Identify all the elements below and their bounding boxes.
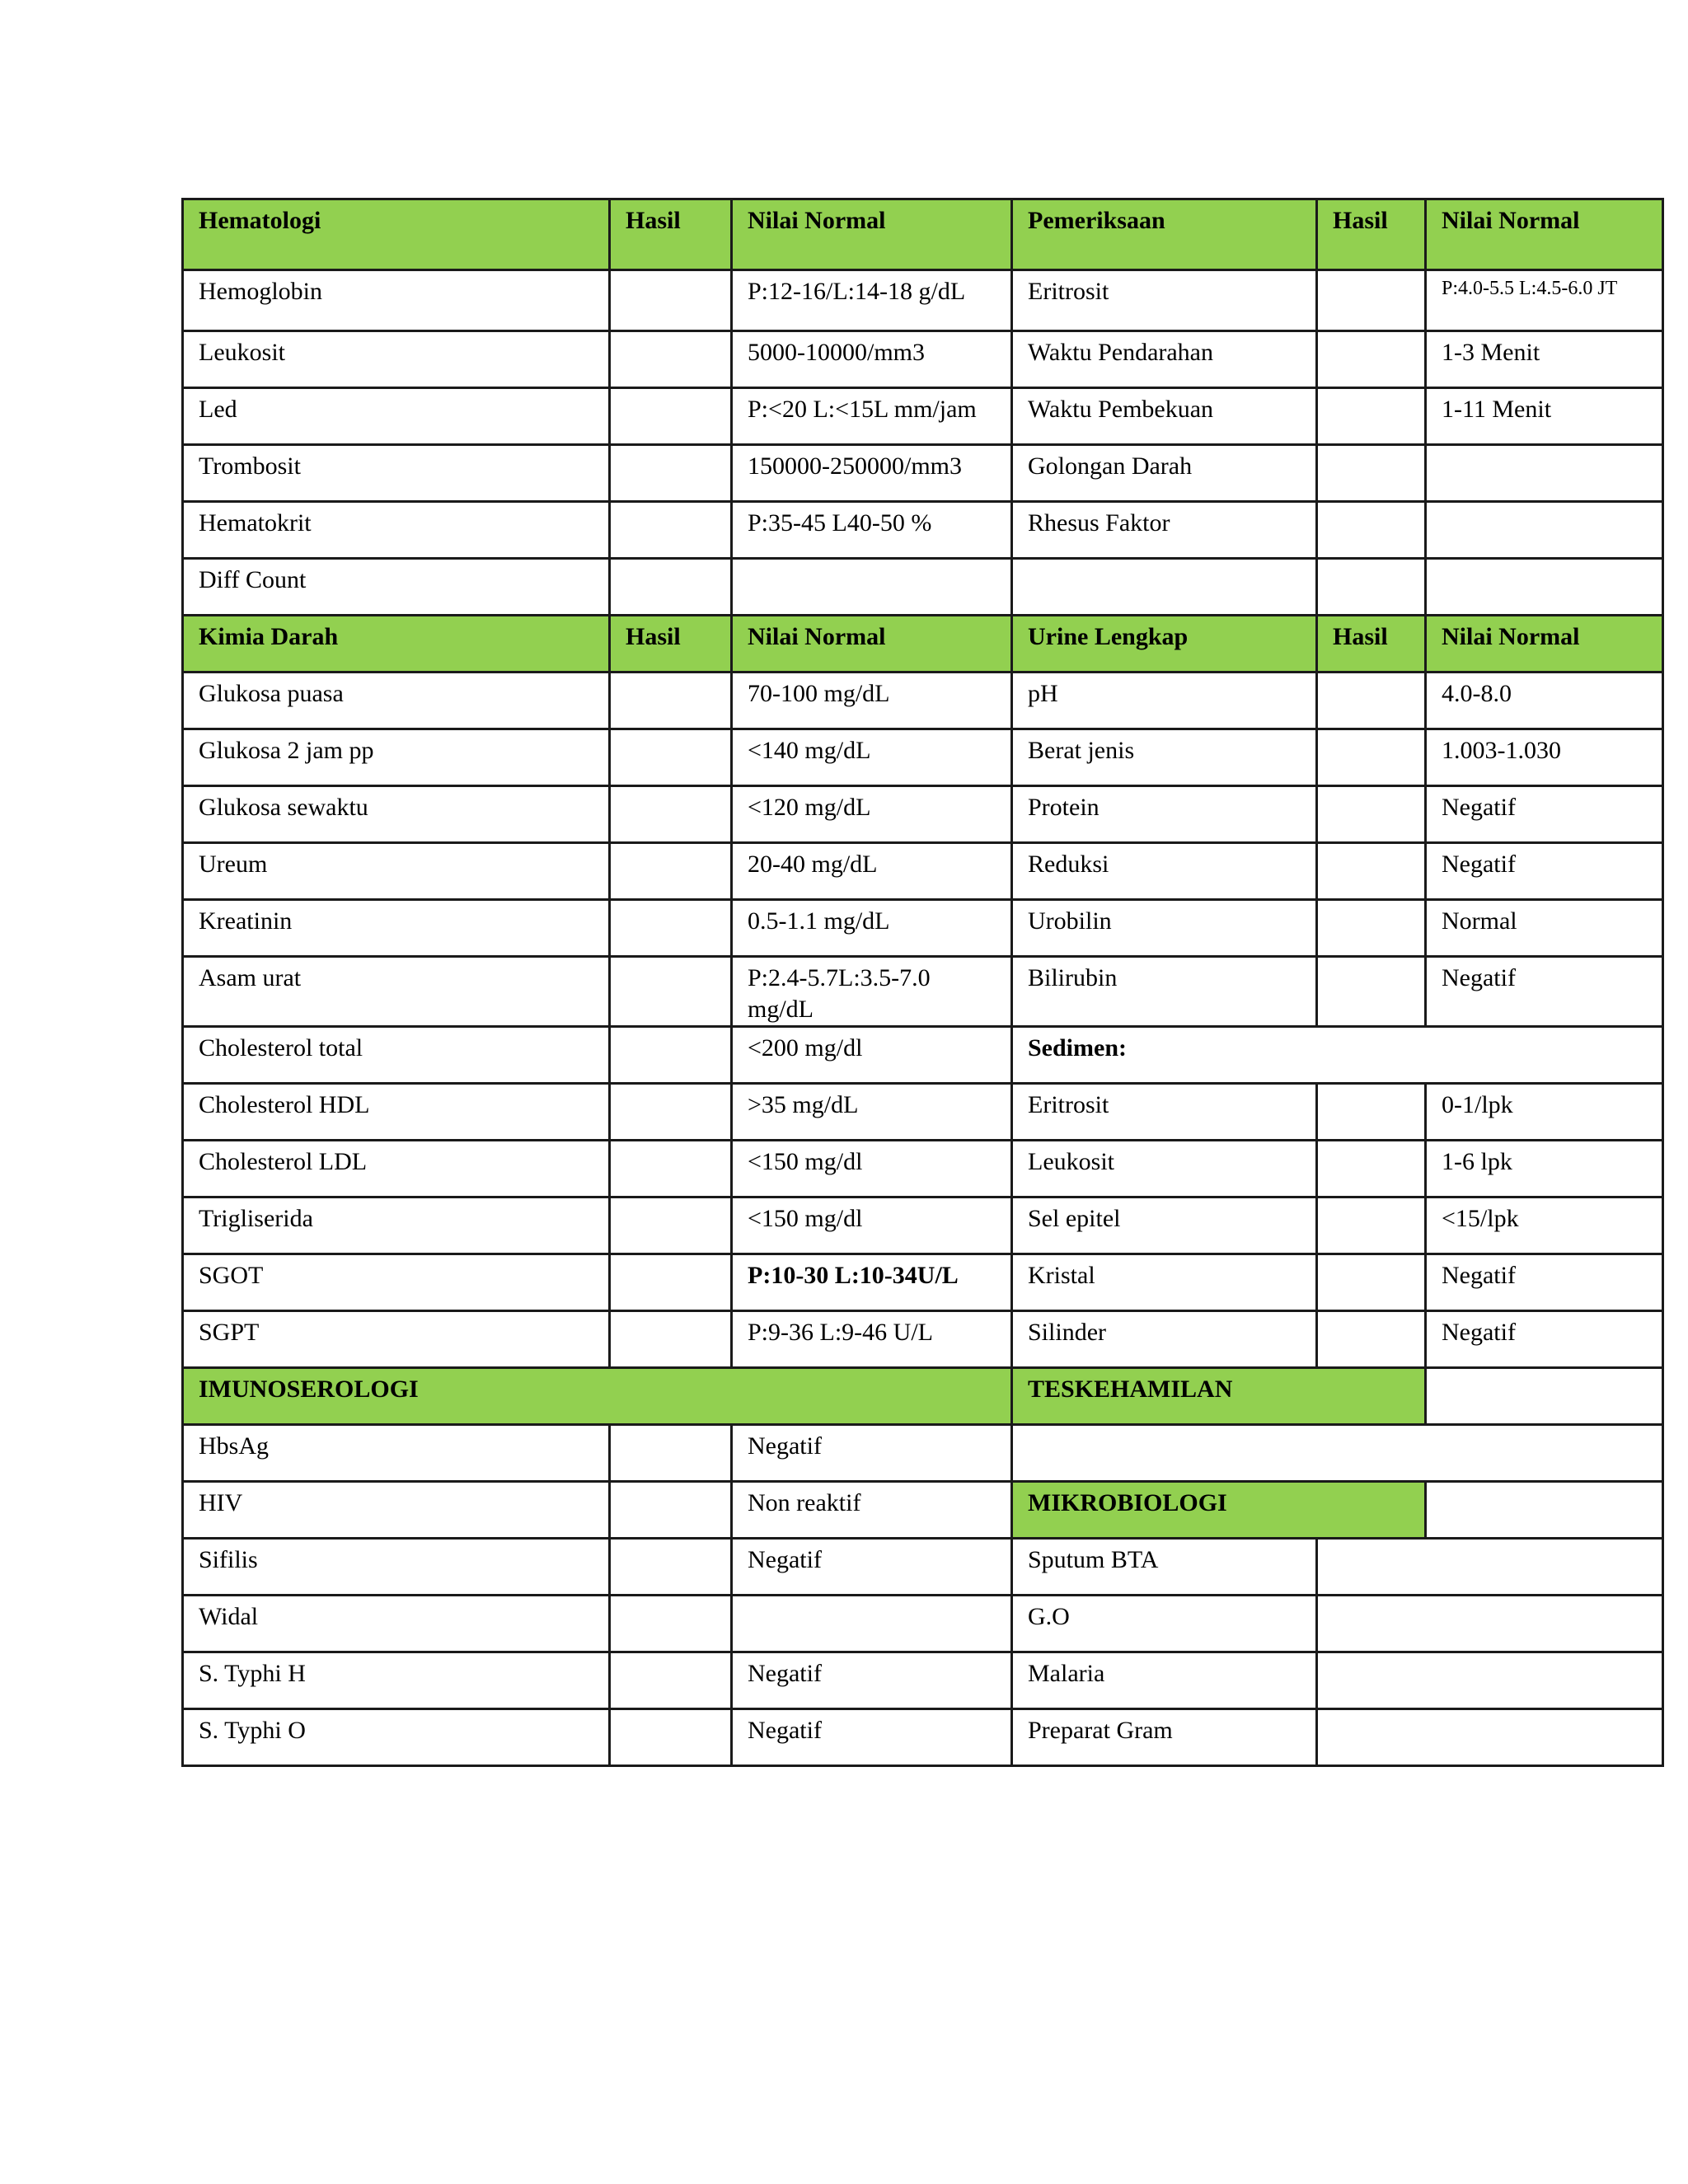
normal-value-2 [1426,502,1663,559]
normal-value: >35 mg/dL [732,1084,1012,1141]
normal-value: P:9-36 L:9-46 U/L [732,1311,1012,1368]
result-field[interactable] [610,729,732,786]
normal-value-2: Negatif [1426,786,1663,843]
lab-results-table [181,198,1664,1767]
result-field-2[interactable] [1317,673,1426,729]
lab-test-form [181,198,1662,1767]
result-field[interactable] [610,1652,732,1709]
empty-cell [1012,1425,1663,1482]
result-field[interactable] [610,502,732,559]
normal-value-2: 1.003-1.030 [1426,729,1663,786]
test-name-2: Waktu Pendarahan [1012,331,1317,388]
test-name-2: Urobilin [1012,900,1317,957]
result-field-2[interactable] [1317,1084,1426,1141]
result-field[interactable] [610,1425,732,1482]
result-field-2[interactable] [1317,1141,1426,1197]
header-imunoserologi: IMUNOSEROLOGI [183,1368,1012,1425]
normal-value-2: <15/lpk [1426,1197,1663,1254]
table-row [183,1027,1663,1084]
result-field-2[interactable] [1317,502,1426,559]
table-row [183,1197,1663,1254]
table-row [183,1482,1663,1539]
result-field-2[interactable] [1317,270,1426,331]
normal-value-2: P:4.0-5.5 L:4.5-6.0 JT [1426,270,1663,331]
normal-value: Non reaktif [732,1482,1012,1539]
table-row [183,502,1663,559]
header-hasil: Hasil [610,616,732,673]
kimia-header-row [183,616,1663,673]
result-field[interactable] [610,1539,732,1596]
table-row [183,1539,1663,1596]
test-name-2: Rhesus Faktor [1012,502,1317,559]
test-name-2: Golongan Darah [1012,445,1317,502]
normal-value-2: 4.0-8.0 [1426,673,1663,729]
normal-value: 70-100 mg/dL [732,673,1012,729]
test-name-2: Berat jenis [1012,729,1317,786]
imuno-header-row [183,1368,1663,1425]
result-field-2[interactable] [1317,1539,1663,1596]
table-row [183,559,1663,616]
hematologi-header-row [183,199,1663,270]
test-name-2: Waktu Pembekuan [1012,388,1317,445]
test-name: HbsAg [183,1425,610,1482]
test-name: Cholesterol HDL [183,1084,610,1141]
test-name: Glukosa 2 jam pp [183,729,610,786]
test-name: Sifilis [183,1539,610,1596]
header-nilai-normal: Nilai Normal [732,199,1012,270]
normal-value: P:35-45 L40-50 % [732,502,1012,559]
test-name-2: Bilirubin [1012,957,1317,1027]
normal-value-2: 1-11 Menit [1426,388,1663,445]
normal-value-2: 1-6 lpk [1426,1141,1663,1197]
result-field[interactable] [610,1084,732,1141]
normal-value: <150 mg/dl [732,1141,1012,1197]
result-field[interactable] [610,1709,732,1766]
result-field-2[interactable] [1317,1197,1426,1254]
table-row [183,445,1663,502]
result-field[interactable] [610,900,732,957]
normal-value-2: 1-3 Menit [1426,331,1663,388]
normal-value: Negatif [732,1709,1012,1766]
result-field-2[interactable] [1317,331,1426,388]
normal-value: <120 mg/dL [732,786,1012,843]
test-name-2: Sputum BTA [1012,1539,1317,1596]
table-row [183,270,1663,331]
test-name-2: pH [1012,673,1317,729]
normal-value: 0.5-1.1 mg/dL [732,900,1012,957]
normal-value: Negatif [732,1652,1012,1709]
test-name: Trombosit [183,445,610,502]
normal-value-2: Normal [1426,900,1663,957]
result-field[interactable] [610,1254,732,1311]
test-name: Trigliserida [183,1197,610,1254]
table-row [183,1311,1663,1368]
table-row [183,331,1663,388]
normal-value: <200 mg/dl [732,1027,1012,1084]
test-name: Glukosa sewaktu [183,786,610,843]
normal-value [732,559,1012,616]
result-field[interactable] [610,1311,732,1368]
mikrobiologi-spacer [1426,1482,1663,1539]
result-field-2[interactable] [1317,388,1426,445]
test-name-2: Eritrosit [1012,270,1317,331]
test-name: S. Typhi H [183,1652,610,1709]
test-name: Cholesterol total [183,1027,610,1084]
normal-value-2 [1426,559,1663,616]
table-row [183,388,1663,445]
header-nilai-normal-2: Nilai Normal [1426,199,1663,270]
table-row [183,786,1663,843]
result-field-2[interactable] [1317,1254,1426,1311]
test-name-2: Reduksi [1012,843,1317,900]
test-name: Hematokrit [183,502,610,559]
table-row [183,1652,1663,1709]
table-row [183,900,1663,957]
header-hasil-2: Hasil [1317,199,1426,270]
table-row [183,1596,1663,1652]
test-name-2: Leukosit [1012,1141,1317,1197]
test-name-2: Preparat Gram [1012,1709,1317,1766]
normal-value-2 [1426,445,1663,502]
table-row [183,957,1663,1027]
test-name: Ureum [183,843,610,900]
result-field[interactable] [610,331,732,388]
header-tes-kehamilan: TESKEHAMILAN [1012,1368,1426,1425]
test-name: Asam urat [183,957,610,1027]
result-field[interactable] [610,1141,732,1197]
test-name: Diff Count [183,559,610,616]
result-field[interactable] [610,1596,732,1652]
table-row [183,843,1663,900]
normal-value: P:12-16/L:14-18 g/dL [732,270,1012,331]
normal-value-2: Negatif [1426,1311,1663,1368]
result-field[interactable] [610,270,732,331]
result-field-2[interactable] [1317,729,1426,786]
test-name-2 [1012,559,1317,616]
test-name: SGOT [183,1254,610,1311]
normal-value: P:2.4-5.7L:3.5-7.0 mg/dL [732,957,1012,1027]
table-row [183,673,1663,729]
result-field-2[interactable] [1317,1311,1426,1368]
result-field[interactable] [610,1482,732,1539]
result-field[interactable] [610,1027,732,1084]
test-name-2: Sel epitel [1012,1197,1317,1254]
result-field-2[interactable] [1317,957,1426,1027]
test-name: Leukosit [183,331,610,388]
normal-value: 150000-250000/mm3 [732,445,1012,502]
result-field-2[interactable] [1317,445,1426,502]
normal-value: P:<20 L:<15L mm/jam [732,388,1012,445]
result-field-2[interactable] [1317,1709,1663,1766]
normal-value: Negatif [732,1425,1012,1482]
result-field[interactable] [610,388,732,445]
header-nilai-normal-2: Nilai Normal [1426,616,1663,673]
header-hasil-2: Hasil [1317,616,1426,673]
result-field[interactable] [610,1197,732,1254]
result-field-2[interactable] [1317,1652,1663,1709]
result-field-2[interactable] [1317,786,1426,843]
result-field[interactable] [610,559,732,616]
test-name: Widal [183,1596,610,1652]
normal-value [732,1596,1012,1652]
test-name-2: Eritrosit [1012,1084,1317,1141]
normal-value: <150 mg/dl [732,1197,1012,1254]
result-field-2[interactable] [1317,900,1426,957]
test-name-2: G.O [1012,1596,1317,1652]
header-urine-lengkap: Urine Lengkap [1012,616,1317,673]
test-name-2: Malaria [1012,1652,1317,1709]
test-name: Led [183,388,610,445]
test-name: S. Typhi O [183,1709,610,1766]
test-name: SGPT [183,1311,610,1368]
normal-value-2: 0-1/lpk [1426,1084,1663,1141]
table-row [183,1709,1663,1766]
normal-value-2: Negatif [1426,1254,1663,1311]
header-kimia-darah: Kimia Darah [183,616,610,673]
test-name-2: Kristal [1012,1254,1317,1311]
normal-value: 5000-10000/mm3 [732,331,1012,388]
result-field[interactable] [610,843,732,900]
table-row [183,1084,1663,1141]
tes-kehamilan-result[interactable] [1426,1368,1663,1425]
normal-value: 20-40 mg/dL [732,843,1012,900]
header-hasil: Hasil [610,199,732,270]
normal-value-2: Negatif [1426,843,1663,900]
test-name-2: Protein [1012,786,1317,843]
table-row [183,1254,1663,1311]
result-field[interactable] [610,786,732,843]
test-name: Cholesterol LDL [183,1141,610,1197]
normal-value-2: Negatif [1426,957,1663,1027]
sedimen-label: Sedimen: [1012,1027,1663,1084]
result-field[interactable] [610,673,732,729]
header-pemeriksaan: Pemeriksaan [1012,199,1317,270]
result-field-2[interactable] [1317,1596,1663,1652]
test-name: Kreatinin [183,900,610,957]
table-row [183,729,1663,786]
normal-value: <140 mg/dL [732,729,1012,786]
header-hematologi: Hematologi [183,199,610,270]
result-field[interactable] [610,957,732,1027]
normal-value: P:10-30 L:10-34U/L [732,1254,1012,1311]
result-field[interactable] [610,445,732,502]
test-name: HIV [183,1482,610,1539]
table-row [183,1141,1663,1197]
normal-value: Negatif [732,1539,1012,1596]
test-name-2: Silinder [1012,1311,1317,1368]
test-name: Hemoglobin [183,270,610,331]
table-row [183,1425,1663,1482]
result-field-2[interactable] [1317,843,1426,900]
header-nilai-normal: Nilai Normal [732,616,1012,673]
result-field-2[interactable] [1317,559,1426,616]
header-mikrobiologi: MIKROBIOLOGI [1012,1482,1426,1539]
test-name: Glukosa puasa [183,673,610,729]
